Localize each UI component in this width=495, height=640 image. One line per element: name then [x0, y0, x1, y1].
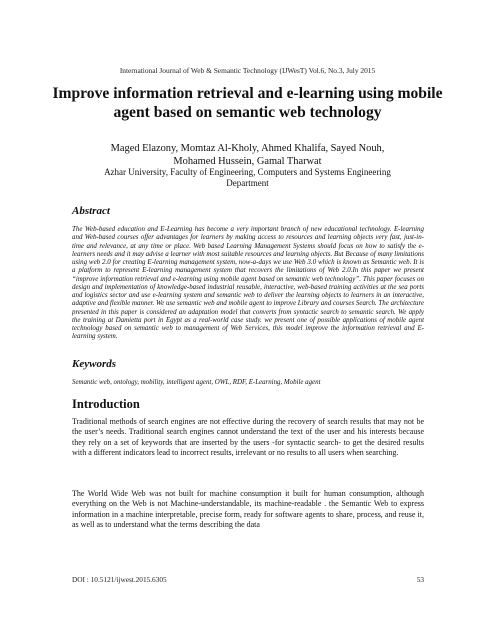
introduction-heading: Introduction: [72, 397, 140, 411]
author-line-1: Maged Elazony, Momtaz Al-Kholy, Ahmed Khalifa, Sayed Nouh,: [110, 143, 385, 154]
affiliation-line-1: Azhar University, Faculty of Engineering, Computers and Systems Engineering: [104, 167, 391, 177]
intro-paragraph-2: The World Wide Web was not built for machine consumption it built for human consumption, although everything on the Web is not Machine-understandable, its machine-readable . the Semantic Web to express information in a machine interpretable, precise form, ready for software agents to share, process, and reuse it, as well as to understand what the terms describing the data: [72, 489, 424, 529]
keywords-text: Semantic web, ontology, mobility, intelligent agent, OWL, RDF, E-Learning, Mobile agent: [72, 379, 321, 386]
abstract-heading: Abstract: [72, 205, 110, 217]
abstract-text: The Web-based education and E-Learning has become a very important branch of new educational technology. E-learning and Web-based courses offer advantages for learners by making access to resources and learning objects very fast, just-in-time and relevance, at any time or place. Web based Learning Management Systems should focus on how to satisfy the e-learners needs and it may advise a learner with most suitable resources and learning objects. But Because of many limitations using web 2.0 for creating E-learning management system, now-a-days we use Web 3.0 which is known as Semantic web. It is a platform to represent E-learning management system that recovers the limitations of Web 2.0.In this paper we present “improve information retrieval and e-learning using mobile agent based on semantic web technology”. This paper focuses on design and implementation of knowledge-based industrial reusable, interactive, web-based training activities at the sea ports and logistics sector and use e-learning system and semantic web to deliver the learning objects to learners in an interactive, adaptive and flexible manner. We use semantic web and mobile agent to improve Library and courses Search. The architecture presented in this paper is considered an adaptation model that converts from syntactic search to semantic search. We apply the training at Damietta port in Egypt as a real-world case study. we present one of possible applications of mobile agent technology based on semantic web to management of Web Services, this model improve the information retrieval and E-learning system.: [72, 225, 424, 341]
page-number: 53: [416, 575, 424, 584]
author-line-2: Mohamed Hussein, Gamal Tharwat: [173, 155, 322, 167]
author-list: [60, 143, 435, 168]
paper-title: Improve information retrieval and e-learning using mobile agent based on semantic web technology: [52, 85, 443, 121]
intro-paragraph-1: Traditional methods of search engines are not effective during the recovery of search results that may not be the user’s needs. Traditional search engines cannot understand the text of the user and his interests because they rely on a set of keywords that are inserted by the users -for syntactic search- to get the desired results with a different indicators lead to incorrect results, irrelevant or no results to all users when searching.: [72, 417, 424, 457]
doi-text: DOI : 10.5121/ijwest.2015.6305: [72, 575, 167, 584]
journal-header: International Journal of Web & Semantic Technology (IJWesT) Vol.6, No.3, July 2015: [119, 66, 376, 75]
page-footer: [72, 575, 424, 584]
affiliation-line-2: Department: [226, 178, 269, 188]
keywords-heading: Keywords: [72, 358, 116, 370]
affiliation: [60, 167, 435, 189]
